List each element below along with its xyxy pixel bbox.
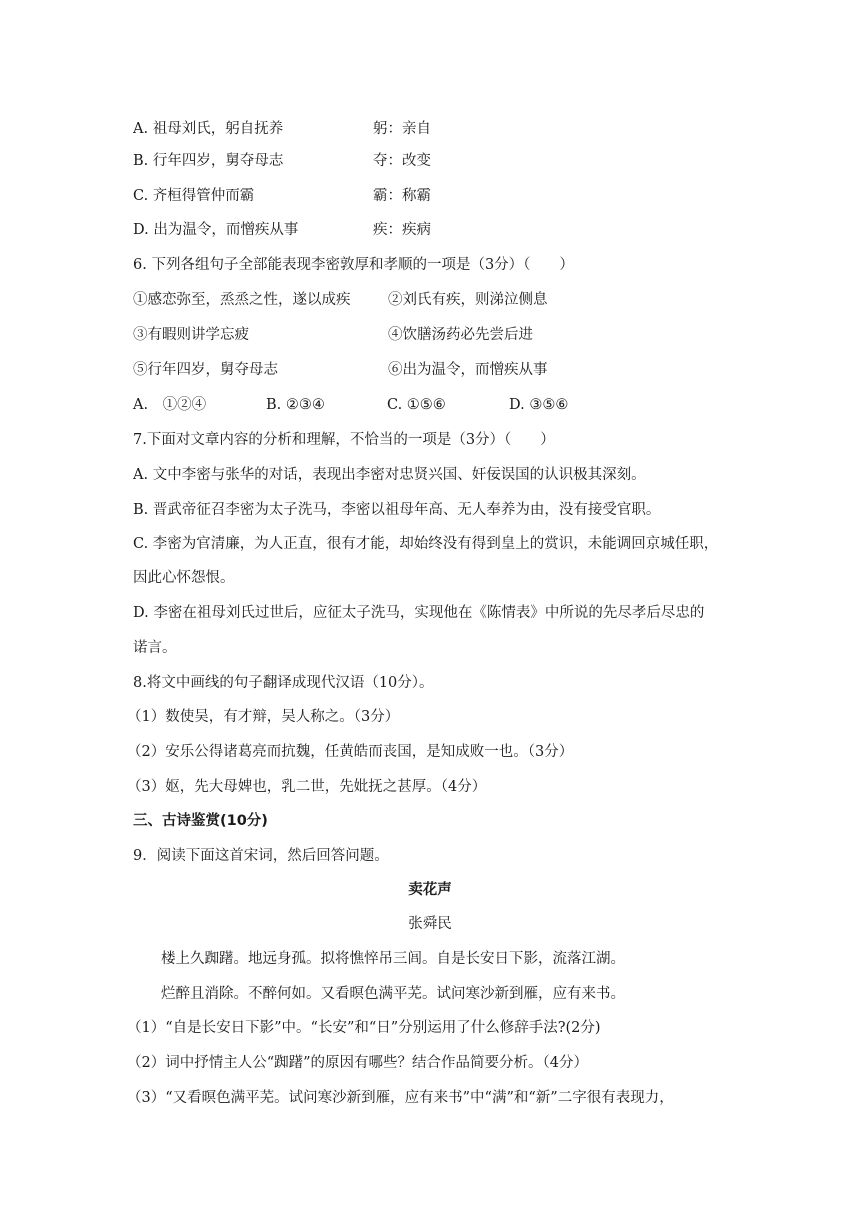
q6-item-3: ③有暇则讲学忘疲 xyxy=(133,327,249,343)
q8-item-1: （1）数使吴，有才辩，吴人称之。（3分） xyxy=(127,709,400,725)
q7-option-c-line2: 因此心怀怨恨。 xyxy=(133,570,235,586)
q9-stem: 9．阅读下面这首宋词，然后回答问题。 xyxy=(133,848,389,864)
q5-option-c: C. 齐桓得管仲而霸 xyxy=(133,188,255,204)
q5-option-d: D. 出为温令，而憎疾从事 xyxy=(133,222,299,238)
q6-item-6: ⑥出为温令，而憎疾从事 xyxy=(388,362,548,378)
q5-option-d-gloss: 疾：疾病 xyxy=(373,222,431,238)
q6-choice-b: B. ②③④ xyxy=(266,397,325,413)
q6-item-4: ④饮膳汤药必先尝后进 xyxy=(388,327,533,343)
q7-stem: 7.下面对文章内容的分析和理解，不恰当的一项是（3分）（ ） xyxy=(133,432,555,448)
poem-author: 张舜民 xyxy=(408,916,452,932)
q6-stem: 6. 下列各组句子全部能表现李密敦厚和孝顺的一项是（3分）（ ） xyxy=(133,257,574,273)
q9-sub-3: （3）“又看暝色满平芜。试问寒沙新到雁，应有来书”中“满”和“新”二字很有表现力， xyxy=(127,1090,674,1106)
q7-option-d-line2: 诺言。 xyxy=(133,640,177,656)
q8-stem: 8.将文中画线的句子翻译成现代汉语（10分）。 xyxy=(133,675,434,691)
q7-option-c-line1: C. 李密为官清廉，为人正直，很有才能，却始终没有得到皇上的赏识，未能调回京城任职， xyxy=(133,536,719,552)
q8-item-2: （2）安乐公得诸葛亮而抗魏，任黄皓而丧国，是知成败一也。（3分） xyxy=(127,744,574,760)
q6-choice-c: C. ①⑤⑥ xyxy=(387,397,446,413)
q5-option-b: B. 行年四岁，舅夺母志 xyxy=(133,153,284,169)
q5-option-a-gloss: 躬：亲自 xyxy=(373,121,431,137)
q9-sub-2: （2）词中抒情主人公“踟躇”的原因有哪些？结合作品简要分析。（4分） xyxy=(127,1055,589,1071)
poem-line-1: 楼上久踟躇。地远身孤。拟将憔悴吊三闾。自是长安日下影，流落江湖。 xyxy=(161,951,625,967)
poem-title: 卖花声 xyxy=(408,882,452,898)
poem-line-2: 烂醉且消除。不醉何如。又看暝色满平芜。试问寒沙新到雁，应有来书。 xyxy=(161,986,625,1002)
q6-choice-a: A. ①②④ xyxy=(133,397,207,413)
q5-option-c-gloss: 霸：称霸 xyxy=(373,188,431,204)
q6-item-5: ⑤行年四岁，舅夺母志 xyxy=(133,362,278,378)
q7-option-d-line1: D. 李密在祖母刘氏过世后，应征太子洗马，实现他在《陈情表》中所说的先尽孝后尽忠的 xyxy=(133,605,705,621)
q6-choice-d: D. ③⑤⑥ xyxy=(509,397,569,413)
q9-sub-1: （1）“自是长安日下影”中。“长安”和“日”分别运用了什么修辞手法?(2分) xyxy=(127,1020,601,1036)
q7-option-a: A. 文中李密与张华的对话，表现出李密对忠贤兴国、奸佞误国的认识极其深刻。 xyxy=(133,467,646,483)
q5-option-a: A. 祖母刘氏，躬自抚养 xyxy=(133,121,284,137)
section-heading: 三、古诗鉴赏(10分) xyxy=(133,813,268,829)
q5-option-b-gloss: 夺：改变 xyxy=(373,153,431,169)
q6-item-2: ②刘氏有疾，则涕泣侧息 xyxy=(388,292,548,308)
q8-item-3: （3）妪，先大母婢也，乳二世，先妣抚之甚厚。（4分） xyxy=(127,779,487,795)
q7-option-b: B. 晋武帝征召李密为太子洗马，李密以祖母年高、无人奉养为由，没有接受官职。 xyxy=(133,502,661,518)
q6-item-1: ①感恋弥至，烝烝之性，遂以成疾 xyxy=(133,292,351,308)
